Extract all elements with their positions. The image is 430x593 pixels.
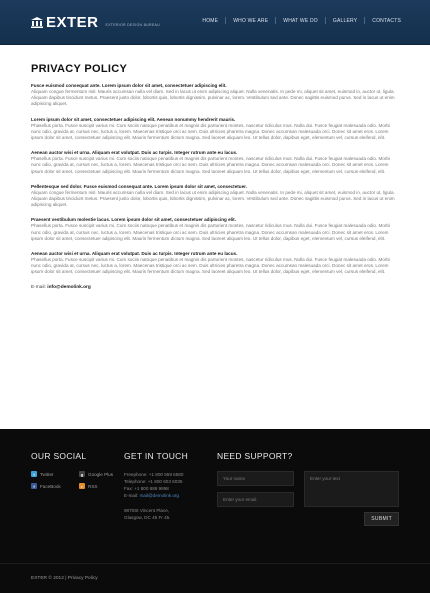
email-label: E-mail: — [31, 284, 48, 290]
nav-what-we-do[interactable]: WHAT WE DO — [283, 17, 318, 24]
nav-who-we-are[interactable]: WHO WE ARE — [233, 17, 269, 24]
logo-tagline: EXTERIOR DESIGN BUREAU — [105, 23, 160, 27]
policy-section — [31, 150, 399, 175]
google-plus-icon: g — [80, 471, 84, 477]
copyright-bar — [0, 563, 430, 593]
social-label: FaceBook — [40, 483, 61, 489]
section-body: Phasellus porta. Fusce suscipit varius mi. Cum sociis natoque penatibus et magnis dis parturient montes, nascetur ridiculus mus. Nulla dui. Fusce feugiat malesuada odio. Morbi nunc odio, gravida at, cursus nec, luctus a, lorem. Maecenas tristique orci ac sem. Duis ultricies pharetra magna. Donec accumsan malesuada orci. Donec sit amet eros. Lorem ipsum dolor sit amet, consectetuer adipiscing elit. Mauris fermentum dictum magna. Sed laoreet aliquam leo. Ut tellus dolor, dapibus eget, elementum vel, cursus eleifend, elit. — [31, 122, 390, 141]
support-title: NEED SUPPORT? — [217, 451, 293, 461]
social-google-plus[interactable] — [79, 471, 119, 477]
copyright-text: EXTER © 2012 | Privacy Policy — [31, 576, 98, 581]
nav-gallery[interactable]: GALLERY — [332, 17, 358, 24]
section-lead: Fusce euismod consequat ante. Lorem ipsum dolor sit amet, consectetuer adipiscing elit. — [31, 83, 227, 88]
contact-column — [124, 451, 217, 563]
twitter-icon: t — [31, 471, 37, 477]
address-line-1: 9870St Vincent Place, — [124, 508, 170, 513]
telephone: Telephone: +1 800 603 6035 — [124, 479, 183, 484]
section-body: Aliquam congue fermentum nisl. Mauris accumsan nulla vel diam. Sed in lacus ut enim adipiscing aliquet. Nulla venenatis. In pede mi, aliquet sit amet, euismod in, auctor ut, ligula. Aliquam dapibus tincidunt metus. Praesent justo dolor, lobortis quis, lobortis dignissim, pulvinar ac, lorem. Vestibulum sed ante. Donec sagittis euismod purus. Sed in lacus ut enim adipiscing aliquet. — [31, 189, 395, 208]
address-line-2: Glasgow, DC 45 Fr 45. — [124, 515, 171, 520]
email-link[interactable]: info@demolink.org — [47, 284, 91, 290]
section-body: Phasellus porta. Fusce suscipit varius mi. Cum sociis natoque penatibus et magnis dis parturient montes, nascetur ridiculus mus. Nulla dui. Fusce feugiat malesuada odio. Morbi nunc odio, gravida at, cursus nec, luctus a, lorem. Maecenas tristique orci ac sem. Duis ultricies pharetra magna. Donec accumsan malesuada orci. Donec sit amet eros. Lorem ipsum dolor sit amet, consectetuer adipiscing elit. Mauris fermentum dictum magna. Sed laoreet aliquam leo. Ut tellus dolor, dapibus eget, elementum vel, cursus eleifend, elit. — [31, 223, 390, 241]
contact-email — [31, 285, 399, 290]
section-lead: Aenean auctor wisi et urna. Aliquam erat volutpat. Duis ac turpis. Integer rutrum ante eu lacus. — [31, 150, 238, 156]
policy-section — [31, 251, 399, 276]
support-column — [217, 451, 399, 563]
site-footer — [0, 429, 430, 563]
social-column — [31, 451, 124, 563]
facebook-icon: f — [31, 483, 37, 489]
section-body: Phasellus porta. Fusce suscipit varius mi. Cum sociis natoque penatibus et magnis dis parturient montes, nascetur ridiculus mus. Nulla dui. Fusce feugiat malesuada odio. Morbi nunc odio, gravida at, cursus nec, luctus a, lorem. Maecenas tristique orci ac sem. Duis ultricies pharetra magna. Donec accumsan malesuada orci. Donec sit amet eros. Lorem ipsum dolor sit amet, consectetuer adipiscing elit. Mauris fermentum dictum magna. Sed laoreet aliquam leo. Ut tellus dolor, dapibus eget, elementum vel, cursus eleifend, elit. — [31, 156, 390, 174]
social-twitter[interactable] — [31, 471, 79, 477]
page-title: PRIVACY POLICY — [31, 63, 128, 75]
social-facebook[interactable] — [31, 483, 79, 489]
support-form — [217, 471, 399, 526]
section-body: Aliquam congue fermentum nisl. Mauris accumsan nulla vel diam. Sed in lacus ut enim adipiscing aliquet. Nulla venenatis. In pede mi, aliquet sit amet, euismod in, auctor ut, ligula. Aliquam dapibus tincidunt metus. Praesent justo dolor, lobortis quis, lobortis dignissim, pulvinar ac, lorem. Vestibulum sed ante. Donec sagittis euismod purus. Sed in lacus ut enim adipiscing aliquet. — [31, 89, 395, 107]
social-label: Google Plus — [88, 471, 114, 477]
social-list — [31, 471, 124, 489]
freephone: Freephone: +1 800 559 6580 — [124, 472, 184, 477]
message-textarea[interactable]: Enter your text — [304, 471, 399, 507]
policy-section — [31, 217, 399, 242]
policy-section — [31, 117, 399, 142]
section-lead: Praesent vestibulum molestie lacus. Lorem ipsum dolor sit amet, consectetuer adipiscing elit. — [31, 217, 236, 223]
policy-section — [31, 83, 399, 108]
social-rss[interactable] — [79, 483, 119, 489]
fax: Fax: +1 800 889 9898 — [124, 486, 169, 491]
social-label: RSS — [88, 483, 98, 489]
footer-email-label: E-mail: — [124, 493, 140, 498]
footer-email — [124, 492, 217, 499]
rss-icon: r — [79, 483, 85, 489]
social-title: OUR SOCIAL — [31, 451, 87, 461]
nav-home[interactable]: HOME — [202, 17, 219, 24]
main-nav — [195, 17, 408, 24]
logo[interactable] — [31, 15, 160, 30]
social-label: Twitter — [40, 471, 54, 477]
section-lead: Pellentesque sed dolor. Fusce euismod consequat ante. Lorem ipsum dolor sit amet, consectetuer. — [31, 183, 247, 189]
section-lead: Aenean auctor wisi et urna. Aliquam erat volutpat. Duis ac turpis. Integer rutrum ante eu lacus. — [31, 251, 238, 257]
nav-contacts[interactable]: CONTACTS — [372, 17, 401, 24]
site-header — [0, 0, 430, 45]
main-content — [0, 45, 430, 429]
section-lead: Lorem ipsum dolor sit amet, consectetuer adipiscing elit. Aenean nonummy hendrerit mauris. — [31, 116, 236, 122]
email-input[interactable]: Enter your email — [217, 492, 294, 507]
name-input[interactable]: Your name — [217, 471, 294, 486]
submit-button[interactable]: SUBMIT — [364, 512, 399, 526]
touch-title: GET IN TOUCH — [124, 451, 189, 461]
policy-section — [31, 184, 399, 209]
logo-text: EXTER — [46, 13, 99, 31]
footer-email-link[interactable]: mail@demolink.org — [139, 493, 179, 498]
building-icon — [31, 17, 43, 28]
section-body: Phasellus porta. Fusce suscipit varius mi. Cum sociis natoque penatibus et magnis dis parturient montes, nascetur ridiculus mus. Nulla dui. Fusce feugiat malesuada odio. Morbi nunc odio, gravida at, cursus nec, luctus a, lorem. Maecenas tristique orci ac sem. Duis ultricies pharetra magna. Donec accumsan malesuada orci. Donec sit amet eros. Lorem ipsum dolor sit amet, consectetuer adipiscing elit. Mauris fermentum dictum magna. Sed laoreet aliquam leo. Ut tellus dolor, dapibus eget, elementum vel, cursus eleifend, elit. — [31, 257, 390, 275]
